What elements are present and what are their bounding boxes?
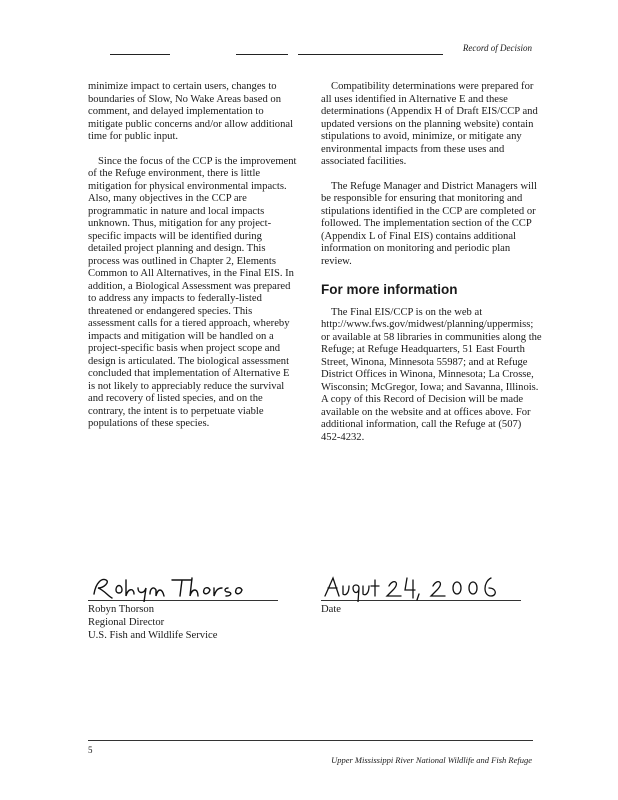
right-paragraph-1: Compatibility determinations were prepared for all uses identified in Alternative E and these determinations (Appendix H of Draft EIS/CCP and updated versions on the planning website) contain stipulations to avoid, minimize, or mitigate any environmental impacts from these uses and associated facilities. xyxy=(321,81,538,167)
right-paragraph-2: The Refuge Manager and District Managers will be responsible for ensuring that monitoring and stipulations identified in the CCP are completed or followed. The implementation section of the CCP (Appendix L of Final EIS) contains additional information on monitoring and periodic plan review. xyxy=(321,180,537,267)
header-rule-2 xyxy=(236,54,288,55)
more-info-paragraph: The Final EIS/CCP is on the web at http://www.fws.gov/midwest/planning/uppermiss; or available at 58 libraries in communities along the Refuge; at Refuge Headquarters, 51 East Fourth Street, Winona, Minnesota 55987; and at Refuge District Offices in Winona, Minnesota; La Crosse, Wisconsin; McGregor, Iowa; and Savanna, Illinois. A copy of this Record of Decision will be made available on the website and at offices above. For additional information, call the Refuge at (507) 452-4232. xyxy=(321,306,542,443)
footer-title: Upper Mississippi River National Wildlife and Fish Refuge xyxy=(331,755,532,765)
signature-block xyxy=(88,572,278,642)
section-heading: For more information xyxy=(321,282,458,297)
date-block xyxy=(321,572,521,616)
page-number: 5 xyxy=(88,745,93,755)
left-column xyxy=(88,81,298,443)
right-column xyxy=(321,81,543,456)
date-label: Date xyxy=(321,604,341,615)
header-rule-3 xyxy=(298,54,443,55)
header-rule-1 xyxy=(110,54,170,55)
signer-name: Robyn Thorson xyxy=(88,604,155,615)
signer-title: Regional Director xyxy=(88,617,165,628)
footer-rule xyxy=(88,740,533,741)
signer-organization: U.S. Fish and Wildlife Service xyxy=(88,630,218,641)
header-title: Record of Decision xyxy=(462,43,532,53)
date-drawing xyxy=(321,572,511,602)
left-paragraph-1: minimize impact to certain users, changes to boundaries of Slow, No Wake Areas based on comment, and delayed implementation to mitigate public concerns and/or allow additional time for public input. xyxy=(88,81,294,142)
handwritten-signature xyxy=(88,572,278,600)
handwritten-date xyxy=(321,572,521,600)
signature-drawing xyxy=(88,572,248,602)
left-paragraph-2: Since the focus of the CCP is the improvement of the Refuge environment, there is little mitigation for physical environmental impacts. Also, many objectives in the CCP are programmatic in nature and local impacts unknown. Thus, mitigation for any project-specific impacts will be identified during detailed project planning and design. This process was outlined in Chapter 2, Elements Common to All Alternatives, in the Final EIS. In addition, a Biological Assessment was prepared to address any impacts to federally-listed threatened or endangered species. This assessment calls for a tiered approach, whereby impacts and mitigation will be handled on a project-specific basis when project scope and design is articulated. The biological assessment concluded that implementation of Alternative E is not likely to appreciably reduce the survival and recovery of listed species, and on the contrary, the intent is to perpetuate viable populations of these species. xyxy=(88,155,297,429)
